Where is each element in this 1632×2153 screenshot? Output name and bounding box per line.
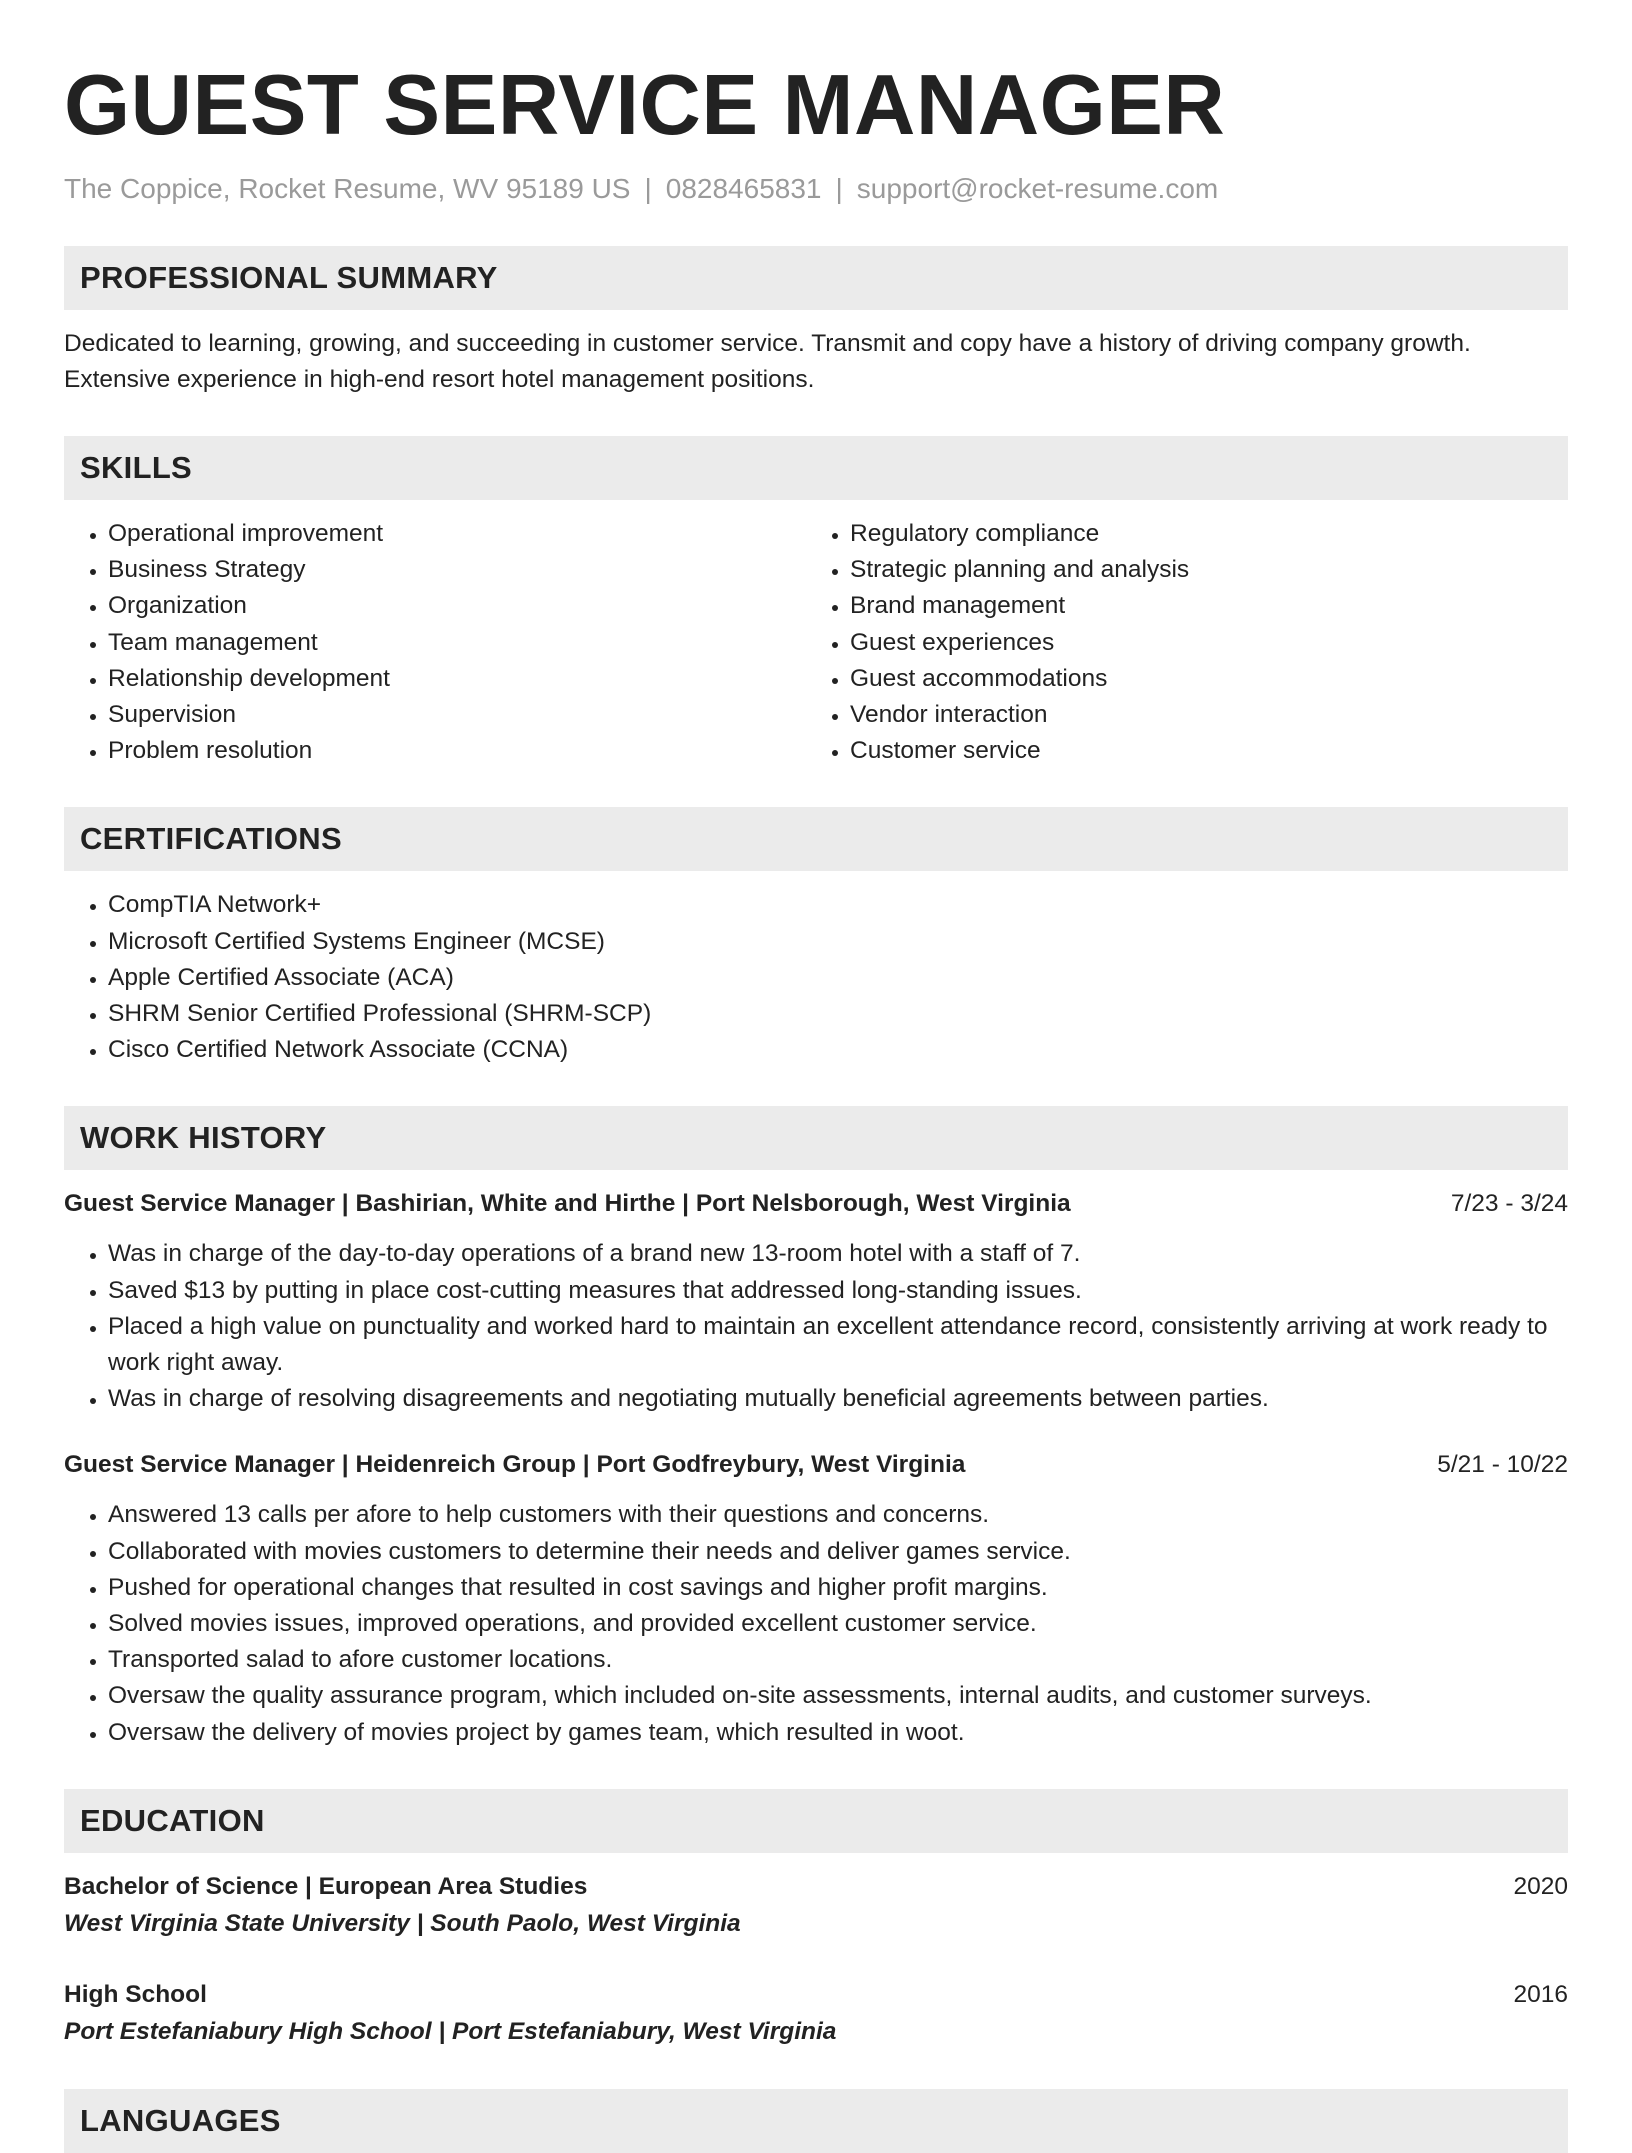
contact-line — [64, 170, 1568, 208]
job-dates: 5/21 - 10/22 — [1437, 1451, 1568, 1479]
education-school: Port Estefaniabury High School | Port Estefaniabury, West Virginia — [64, 2017, 837, 2045]
education-section — [64, 1789, 1568, 2051]
skills-left-column — [64, 516, 806, 769]
job-bullet: • Oversaw the quality assurance program, which included on-site assessments, internal audits, and customer surveys. — [108, 1678, 1568, 1714]
summary-heading: PROFESSIONAL SUMMARY — [64, 246, 1568, 310]
resume-name: GUEST SERVICE MANAGER — [64, 58, 1226, 153]
job-bullet: • Transported salad to afore customer locations. — [108, 1642, 1568, 1678]
languages-heading: LANGUAGES — [64, 2089, 1568, 2153]
education-entry — [64, 1977, 1568, 2051]
resume-content — [64, 56, 1568, 2153]
skill-item: • Brand management — [850, 588, 1548, 624]
work-history-heading: WORK HISTORY — [64, 1106, 1568, 1170]
certifications-heading: CERTIFICATIONS — [64, 807, 1568, 871]
job-bullet: • Pushed for operational changes that resulted in cost savings and higher profit margins. — [108, 1570, 1568, 1606]
skill-item: • Relationship development — [108, 661, 806, 697]
skill-item: • Guest accommodations — [850, 661, 1548, 697]
job-bullet: • Was in charge of resolving disagreements and negotiating mutually beneficial agreements between parties. — [108, 1381, 1568, 1417]
skills-section — [64, 436, 1568, 769]
education-school: West Virginia State University | South Paolo, West Virginia — [64, 1909, 741, 1937]
education-year: 2016 — [1513, 1980, 1568, 2008]
skill-item: • Business Strategy — [108, 552, 806, 588]
job-bullet: • Answered 13 calls per afore to help customers with their questions and concerns. — [108, 1497, 1568, 1533]
education-degree: Bachelor of Science | European Area Studies — [64, 1872, 588, 1900]
education-heading: EDUCATION — [64, 1789, 1568, 1853]
contact-email: support@rocket-resume.com — [856, 173, 1219, 204]
skill-item: • Operational improvement — [108, 516, 806, 552]
skill-item: • Strategic planning and analysis — [850, 552, 1548, 588]
education-entry — [64, 1869, 1568, 1943]
languages-section — [64, 2089, 1568, 2153]
certification-item: • CompTIA Network+ — [108, 887, 1568, 923]
work-history-section — [64, 1106, 1568, 1750]
job-entry — [64, 1186, 1568, 1417]
job-bullet: • Collaborated with movies customers to determine their needs and deliver games service. — [108, 1534, 1568, 1570]
skill-item: • Organization — [108, 588, 806, 624]
skill-item: • Guest experiences — [850, 625, 1548, 661]
summary-section — [64, 246, 1568, 398]
skills-heading: SKILLS — [64, 436, 1568, 500]
job-title: Guest Service Manager | Heidenreich Group | Port Godfreybury, West Virginia — [64, 1451, 966, 1479]
skill-item: • Vendor interaction — [850, 697, 1548, 733]
job-dates: 7/23 - 3/24 — [1450, 1190, 1568, 1218]
job-bullet: • Was in charge of the day-to-day operations of a brand new 13-room hotel with a staff of 7. — [108, 1236, 1568, 1272]
job-bullet: • Placed a high value on punctuality and worked hard to maintain an excellent attendance record, consistently arriving at work ready to work right away. — [108, 1309, 1568, 1381]
skill-item: • Customer service — [850, 733, 1548, 769]
certification-item: • Apple Certified Associate (ACA) — [108, 960, 1568, 996]
skill-item: • Problem resolution — [108, 733, 806, 769]
contact-address: The Coppice, Rocket Resume, WV 95189 US — [64, 173, 631, 204]
summary-text: Dedicated to learning, growing, and succeeding in customer service. Transmit and copy have a history of driving company growth. Extensive experience in high-end resort hotel management positions. — [64, 330, 1471, 393]
certification-item: • Cisco Certified Network Associate (CCNA) — [108, 1032, 1568, 1068]
job-bullet: • Oversaw the delivery of movies project by games team, which resulted in woot. — [108, 1715, 1568, 1751]
education-year: 2020 — [1513, 1872, 1568, 1900]
skill-item: • Supervision — [108, 697, 806, 733]
skill-item: • Team management — [108, 625, 806, 661]
certifications-section — [64, 807, 1568, 1068]
job-bullet: • Saved $13 by putting in place cost-cutting measures that addressed long-standing issues. — [108, 1273, 1568, 1309]
certification-item: • SHRM Senior Certified Professional (SHRM-SCP) — [108, 996, 1568, 1032]
certification-item: • Microsoft Certified Systems Engineer (MCSE) — [108, 924, 1568, 960]
education-degree: High School — [64, 1980, 207, 2008]
job-title: Guest Service Manager | Bashirian, White and Hirthe | Port Nelsborough, West Virginia — [64, 1190, 1071, 1218]
contact-separator: | — [644, 173, 652, 204]
contact-phone: 0828465831 — [665, 173, 822, 204]
skills-right-column — [806, 516, 1548, 769]
skill-item: • Regulatory compliance — [850, 516, 1548, 552]
contact-separator: | — [835, 173, 843, 204]
job-entry — [64, 1447, 1568, 1750]
job-bullet: • Solved movies issues, improved operations, and provided excellent customer service. — [108, 1606, 1568, 1642]
